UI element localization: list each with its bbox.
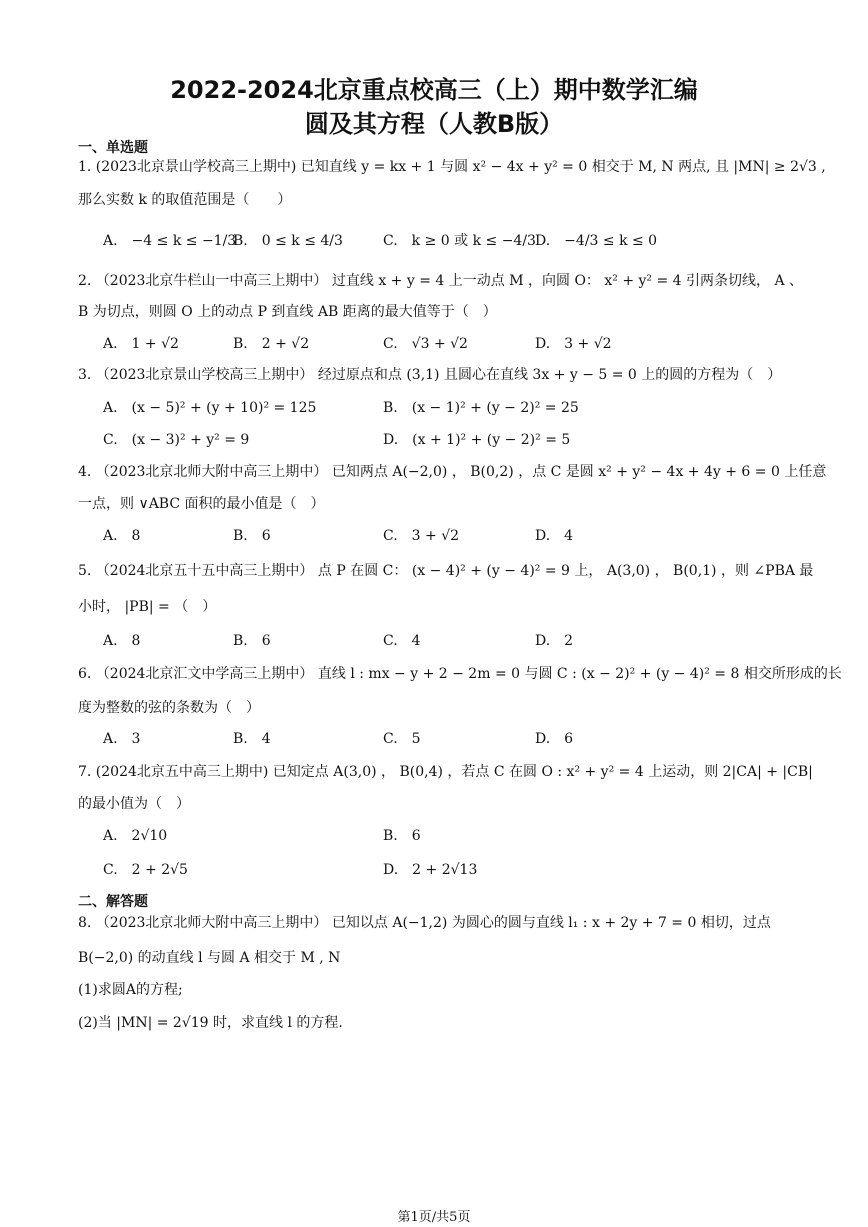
question-1-option-b: B. 0 ≤ k ≤ 4/3 — [233, 233, 343, 249]
question-7-option-a: A. 2√10 — [103, 828, 168, 844]
question-3-option-b: B. (x − 1)² + (y − 2)² = 25 — [383, 400, 579, 416]
page-number: 第1页/共5页 — [397, 1210, 471, 1225]
question-3-option-c: C. (x − 3)² + y² = 9 — [103, 432, 250, 448]
question-1-option-d: D. −4/3 ≤ k ≤ 0 — [535, 233, 658, 249]
question-6-option-c: C. 5 — [383, 731, 421, 747]
question-6-option-a: A. 3 — [103, 731, 141, 747]
question-6-line-2: 度为整数的弦的条数为（ ） — [78, 700, 260, 716]
question-5-option-d: D. 2 — [535, 633, 574, 649]
question-3-option-a: A. (x − 5)² + (y + 10)² = 125 — [103, 400, 317, 416]
question-4-option-c: C. 3 + √2 — [383, 528, 460, 544]
question-2-line-1: 2. （2023北京牛栏山一中高三上期中） 过直线 x + y = 4 上一动点 M ，向圆 O： x² + y² = 4 引两条切线， A 、 — [78, 273, 804, 289]
question-4-option-b: B. 6 — [233, 528, 271, 544]
question-6-option-d: D. 6 — [535, 731, 574, 747]
question-8-line-2: B(−2,0) 的动直线 l 与圆 A 相交于 M , N — [78, 950, 341, 966]
question-8-part-2: (2)当 |MN| = 2√19 时，求直线 l 的方程. — [78, 1015, 343, 1031]
question-1-line-2: 那么实数 k 的取值范围是（ ） — [78, 192, 292, 208]
question-4-line-2: 一点，则 ∨ABC 面积的最小值是（ ） — [78, 496, 325, 512]
question-3-line-1: 3. （2023北京景山学校高三上期中） 经过原点和点 (3,1) 且圆心在直线 3x + y − 5 = 0 上的圆的方程为（ ） — [78, 367, 782, 383]
question-8-part-1: (1)求圆A的方程; — [78, 982, 183, 998]
question-2-option-a: A. 1 + √2 — [103, 336, 179, 352]
question-5-option-b: B. 6 — [233, 633, 271, 649]
section-heading-single-choice: 一、单选题 — [78, 140, 148, 156]
question-7-option-d: D. 2 + 2√13 — [383, 862, 478, 878]
question-6-option-b: B. 4 — [233, 731, 271, 747]
document-subtitle: 圆及其方程（人教B版） — [304, 110, 564, 138]
question-5-line-2: 小时， |PB| = （ ） — [78, 599, 217, 615]
question-2-option-b: B. 2 + √2 — [233, 336, 310, 352]
question-2-option-c: C. √3 + √2 — [383, 336, 468, 352]
question-7-option-b: B. 6 — [383, 828, 421, 844]
section-heading-answer: 二、解答题 — [78, 894, 148, 910]
question-6-line-1: 6. （2024北京汇文中学高三上期中） 直线 l : mx − y + 2 − 2m = 0 与圆 C : (x − 2)² + (y − 4)² = 8 相交所形成的长 — [78, 666, 842, 682]
question-2-option-d: D. 3 + √2 — [535, 336, 612, 352]
question-7-option-c: C. 2 + 2√5 — [103, 862, 188, 878]
question-1-option-c: C. k ≥ 0 或 k ≤ −4/3 — [383, 233, 536, 249]
question-5-option-a: A. 8 — [103, 633, 141, 649]
question-8-line-1: 8. （2023北京北师大附中高三上期中） 已知以点 A(−1,2) 为圆心的圆与直线 l₁ : x + 2y + 7 = 0 相切，过点 — [78, 915, 771, 931]
question-3-option-d: D. (x + 1)² + (y − 2)² = 5 — [383, 432, 571, 448]
question-4-option-d: D. 4 — [535, 528, 574, 544]
question-1-line-1: 1. (2023北京景山学校高三上期中) 已知直线 y = kx + 1 与圆 x² − 4x + y² = 0 相交于 M, N 两点, 且 |MN| ≥ 2√3 , — [78, 159, 826, 175]
question-7-line-1: 7. (2024北京五中高三上期中) 已知定点 A(3,0) ， B(0,4) ，若点 C 在圆 O : x² + y² = 4 上运动，则 2|CA| + |CB| — [78, 764, 813, 780]
question-2-line-2: B 为切点，则圆 O 上的动点 P 到直线 AB 距离的最大值等于（ ） — [78, 304, 497, 320]
question-4-option-a: A. 8 — [103, 528, 141, 544]
question-5-line-1: 5. （2024北京五十五中高三上期中） 点 P 在圆 C： (x − 4)² + (y − 4)² = 9 上， A(3,0) ， B(0,1) ，则 ∠PBA 最 — [78, 563, 814, 579]
question-1-option-a: A. −4 ≤ k ≤ −1/3 — [103, 233, 237, 249]
question-5-option-c: C. 4 — [383, 633, 421, 649]
question-7-line-2: 的最小值为（ ） — [78, 796, 190, 812]
document-title: 2022-2024北京重点校高三（上）期中数学汇编 — [170, 76, 698, 104]
question-4-line-1: 4. （2023北京北师大附中高三上期中） 已知两点 A(−2,0) ， B(0,2) ，点 C 是圆 x² + y² − 4x + 4y + 6 = 0 上任意 — [78, 464, 827, 480]
